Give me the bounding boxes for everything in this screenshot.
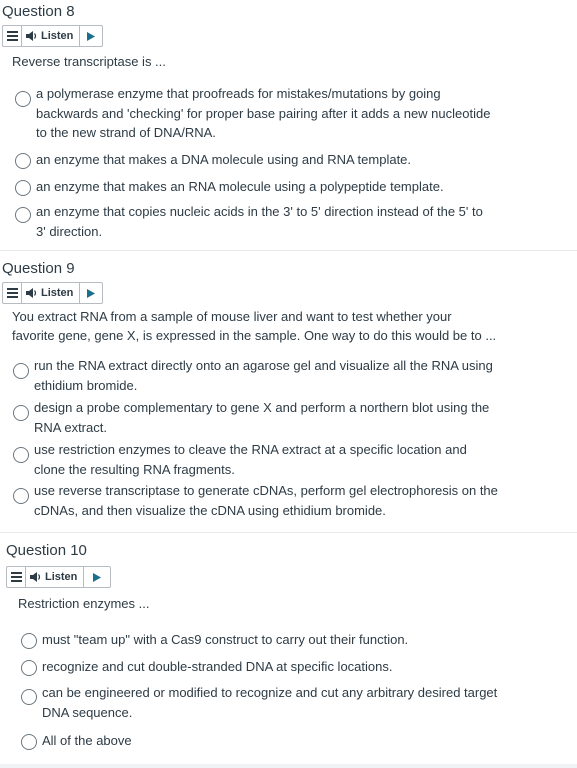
q9-option-3-label[interactable]: use restriction enzymes to cleave the RNA extract at a specific location and clone the resulting RNA fragments. [34, 442, 467, 477]
speaker-icon [26, 288, 38, 298]
q9-option-2-label[interactable]: design a probe complementary to gene X and perform a northern blot using the RNA extract. [34, 400, 490, 435]
listen-toolbar-q8 [2, 25, 103, 47]
q9-option-2-radio[interactable] [13, 405, 29, 421]
q8-option-3-radio[interactable] [15, 180, 31, 196]
play-button[interactable] [84, 567, 110, 587]
question-10-title: Question 10 [6, 542, 87, 559]
question-divider [0, 250, 577, 251]
q9-option-3-radio[interactable] [13, 447, 29, 463]
q10-option-1-radio[interactable] [21, 633, 37, 649]
listen-toolbar-q9 [2, 282, 103, 304]
page-bottom-edge [0, 764, 577, 768]
listen-button[interactable] [22, 283, 80, 303]
q8-option-2-radio[interactable] [15, 153, 31, 169]
listen-button[interactable] [26, 567, 84, 587]
q10-option-2-radio[interactable] [21, 660, 37, 676]
q9-option-4-radio[interactable] [13, 488, 29, 504]
q8-option-1-label[interactable]: a polymerase enzyme that proofreads for mistakes/mutations by going backwards and 'checking' for proper base pairing after it adds a new nucleotide to the new strand of DNA/RNA. [36, 86, 491, 140]
question-10-prompt: Restriction enzymes ... [18, 596, 150, 611]
speaker-icon [26, 31, 38, 41]
play-icon [87, 289, 95, 298]
q9-option-1-radio[interactable] [13, 363, 29, 379]
play-button[interactable] [80, 26, 102, 46]
play-icon [93, 573, 101, 582]
menu-icon[interactable] [3, 283, 22, 303]
q10-option-1-label[interactable]: must "team up" with a Cas9 construct to carry out their function. [42, 632, 409, 647]
listen-button[interactable] [22, 26, 80, 46]
play-icon [87, 32, 95, 41]
q8-option-3-label[interactable]: an enzyme that makes an RNA molecule using a polypeptide template. [36, 179, 444, 194]
menu-icon[interactable] [7, 567, 26, 587]
question-8-title: Question 8 [2, 3, 75, 20]
question-8-prompt: Reverse transcriptase is ... [12, 54, 166, 69]
q10-option-4-label[interactable]: All of the above [42, 733, 132, 748]
q10-option-4-radio[interactable] [21, 734, 37, 750]
q10-option-3-radio[interactable] [21, 689, 37, 705]
speaker-icon [30, 572, 42, 582]
listen-label: Listen [41, 30, 74, 42]
listen-label: Listen [41, 287, 74, 299]
q8-option-4-radio[interactable] [15, 207, 31, 223]
q9-option-4-label[interactable]: use reverse transcriptase to generate cDNAs, perform gel electrophoresis on the cDNAs, and then visualize the cDNA using ethidium bromide. [34, 483, 498, 518]
q8-option-1-radio[interactable] [15, 91, 31, 107]
q8-option-4-label[interactable]: an enzyme that copies nucleic acids in the 3' to 5' direction instead of the 5' to 3' direction. [36, 204, 483, 239]
question-9-prompt: You extract RNA from a sample of mouse liver and want to test whether your favorite gene, gene X, is expressed in the sample. One way to do this would be to ... [12, 309, 497, 343]
q10-option-3-label[interactable]: can be engineered or modified to recognize and cut any arbitrary desired target DNA sequence. [42, 685, 498, 720]
q9-option-1-label[interactable]: run the RNA extract directly onto an agarose gel and visualize all the RNA using ethidium bromide. [34, 358, 493, 393]
question-9-title: Question 9 [2, 260, 75, 277]
play-button[interactable] [80, 283, 102, 303]
menu-icon[interactable] [3, 26, 22, 46]
listen-label: Listen [45, 571, 78, 583]
question-divider [0, 532, 577, 533]
q10-option-2-label[interactable]: recognize and cut double-stranded DNA at specific locations. [42, 659, 393, 674]
q8-option-2-label[interactable]: an enzyme that makes a DNA molecule using and RNA template. [36, 152, 412, 167]
listen-toolbar-q10 [6, 566, 111, 588]
